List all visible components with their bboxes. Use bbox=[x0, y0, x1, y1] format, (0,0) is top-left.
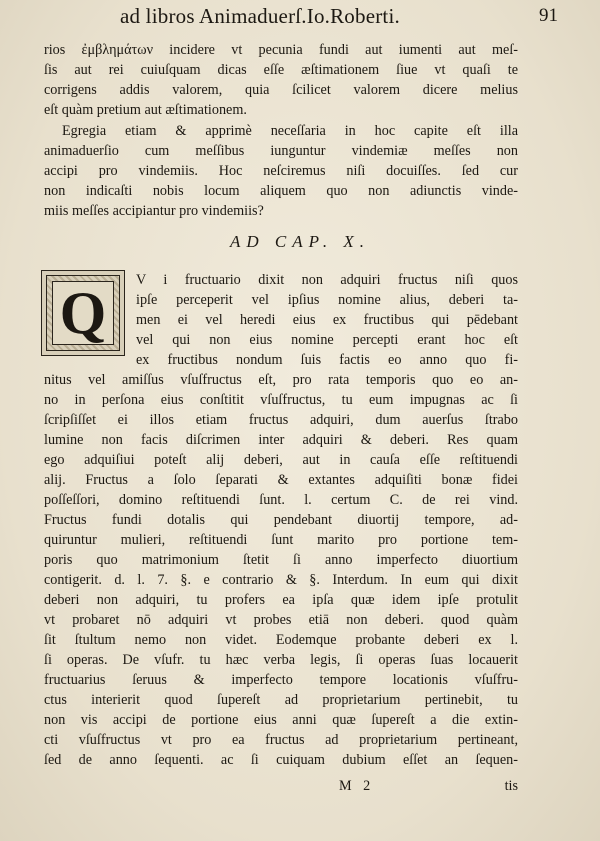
text-line: miis meſſes accipiantur pro vindemiis? bbox=[44, 203, 264, 219]
text-line: non vis accipi de portione eius anni quæ ſupereſt a die extin- bbox=[44, 712, 518, 728]
signature-mark: M 2 bbox=[339, 778, 375, 794]
text-line: vt probaret nō adquiri vt probes etiā non deberi. quod quàm bbox=[44, 612, 518, 628]
catch-line bbox=[44, 778, 518, 798]
text-line: animaduerſio cum meſſibus iunguntur vindemiæ meſſes non bbox=[44, 143, 518, 159]
text-line: ipſe perceperit vel ipſius nomine alius, deberi ta- bbox=[136, 292, 518, 308]
text-line: ſed de anno ſequenti. ac ſi cuiquam dubium eſſet an ſequen- bbox=[44, 752, 518, 768]
text-line: no in perſona eius conſtitit vſuſfructus, tu eum impugnas ac ſi bbox=[44, 392, 518, 408]
text-line: ſis aut rei cuiuſquam dicas eſſe æſtimationem ſiue vt quaſi te bbox=[44, 62, 518, 78]
text-line: poſſeſſori, domino reſtituendi ſunt. l. certum C. de rei vind. bbox=[44, 492, 518, 508]
text-line: fructuarius ſeruus & imperfecto tempore locationis vſuſfru- bbox=[44, 672, 518, 688]
page-header bbox=[120, 2, 560, 30]
section-heading: AD CAP. X. bbox=[230, 232, 370, 251]
catchword: tis bbox=[504, 778, 518, 794]
text-line: accipi pro vindemiis. Hoc neſciremus niſi docuiſſes. ſed cur bbox=[44, 163, 518, 179]
text-line: alij. Fructus a ſolo ſeparati & extantes adquiſiti bonæ fidei bbox=[44, 472, 518, 488]
text-line: Egregia etiam & apprimè neceſſaria in hoc capite eſt illa bbox=[62, 123, 518, 139]
text-line: ctus interierit quod ſupereſt ad proprietarium pertinebit, tu bbox=[44, 692, 518, 708]
text-line: deberi non adquiri, tu profers ea ipſa quæ idem ipſe protulit bbox=[44, 592, 518, 608]
text-line: rios ἐμβλημάτων incidere vt pecunia fundi aut iumenti aut meſ- bbox=[44, 42, 518, 58]
paragraph-1 bbox=[44, 40, 518, 120]
text-line: nitus vel amiſſus vſuſfructus eſt, pro rata temporis quo eo an- bbox=[44, 372, 518, 388]
text-line: contigerit. d. l. 7. §. e contrario & §. Interdum. In eum qui dixit bbox=[44, 572, 518, 588]
text-line: men ei vel heredi eius ex fructibus qui pēdebant bbox=[136, 312, 518, 328]
text-line: quiruntur mulieri, reſtituendi ſunt marito pro portione tem- bbox=[44, 532, 518, 548]
text-line: non indicaſti nobis locum aliquem quo non adiunctis vinde- bbox=[44, 183, 518, 199]
text-line: ex fructibus nondum ſuis factis eo anno quo fi- bbox=[136, 352, 518, 368]
text-line: poris quo matrimonium ſtetit ſi anno imperfecto diuortium bbox=[44, 552, 518, 568]
text-line: ego adquiſiui poteſt alij deberi, aut in cauſa eſſe reſtituendi bbox=[44, 452, 518, 468]
paragraph-3 bbox=[44, 270, 518, 770]
drop-cap-letter: Q bbox=[52, 281, 114, 345]
text-line: Fructus fundi dotalis qui pendebant diuortij tempore, ad- bbox=[44, 512, 518, 528]
paragraph-2 bbox=[44, 121, 518, 221]
text-line: ſi operas. De vſufr. tu hæc verba legis, ſi operas ſuas locauerit bbox=[44, 652, 518, 668]
page-number: 91 bbox=[539, 5, 558, 26]
text-line: ſcripſiſſet ei illos etiam fructus adquiri, dum auerſus ſtrabo bbox=[44, 412, 518, 428]
text-line: lumine non facis diſcrimen inter adquiri & deberi. Res quam bbox=[44, 432, 518, 448]
text-line: ſit ſtultum nemo non videt. Eodemque probante deberi ex l. bbox=[44, 632, 518, 648]
text-line: vel qui non eius nomine percepti erant hoc eſt bbox=[136, 332, 518, 348]
running-title: ad libros Animaduerſ.Io.Roberti. bbox=[120, 4, 400, 28]
text-line: corrigens addis valorem, quia ſcilicet valorem dicere melius bbox=[44, 82, 518, 98]
text-line: V i fructuario dixit non adquiri fructus niſi quos bbox=[136, 272, 518, 288]
text-line: cti vſuſfructus vt pro ea fructus ad proprietarium pertineant, bbox=[44, 732, 518, 748]
text-line: eſt quàm pretium aut æſtimationem. bbox=[44, 102, 247, 118]
